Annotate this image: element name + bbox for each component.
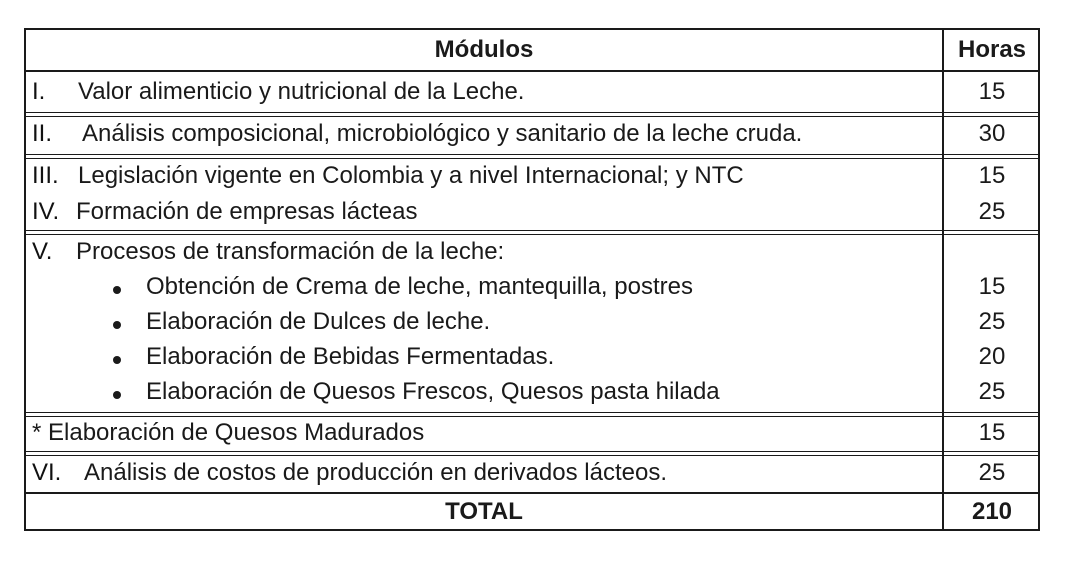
sub-item-hours: 20 — [978, 343, 1006, 370]
bullet-icon — [113, 286, 121, 294]
row-text: Procesos de transformación de la leche: — [76, 238, 505, 265]
row-hours: 25 — [978, 459, 1006, 486]
row-numeral: V. — [32, 238, 53, 265]
bullet-icon — [113, 356, 121, 364]
row-text: Análisis composicional, microbiológico y sanitario de la leche cruda. — [82, 120, 803, 147]
sub-item-hours: 25 — [978, 308, 1006, 335]
row-numeral: VI. — [32, 459, 62, 486]
row-divider — [26, 112, 1038, 113]
row-text: Formación de empresas lácteas — [76, 198, 418, 225]
sub-item-hours: 15 — [978, 273, 1006, 300]
row-text: * Elaboración de Quesos Madurados — [32, 419, 425, 446]
row-hours: 15 — [978, 419, 1006, 446]
header-modules: Módulos — [434, 36, 534, 63]
header-hours: Horas — [957, 36, 1027, 63]
row-numeral: III. — [32, 162, 59, 189]
row-numeral: I. — [32, 78, 46, 105]
row-numeral: IV. — [32, 198, 60, 225]
sub-item-text: Elaboración de Bebidas Fermentadas. — [146, 343, 555, 370]
bullet-icon — [113, 321, 121, 329]
row-divider — [26, 451, 1038, 452]
row-divider — [26, 230, 1038, 231]
row-text: Análisis de costos de producción en derivados lácteos. — [84, 459, 668, 486]
row-divider — [26, 70, 1038, 72]
row-hours: 25 — [978, 198, 1006, 225]
modules-table — [24, 28, 1040, 531]
total-label: TOTAL — [445, 498, 523, 525]
row-divider — [26, 412, 1038, 413]
sub-item-text: Obtención de Crema de leche, mantequilla, postres — [146, 273, 693, 300]
row-divider — [26, 154, 1038, 155]
row-hours: 15 — [978, 162, 1006, 189]
row-text: Valor alimenticio y nutricional de la Leche. — [78, 78, 525, 105]
row-hours: 15 — [978, 78, 1006, 105]
row-numeral: II. — [32, 120, 53, 147]
row-text: Legislación vigente en Colombia y a nivel Internacional; y NTC — [78, 162, 744, 189]
row-divider — [26, 492, 1038, 494]
sub-item-text: Elaboración de Quesos Frescos, Quesos pasta hilada — [146, 378, 720, 405]
total-hours: 210 — [971, 498, 1013, 525]
sub-item-hours: 25 — [978, 378, 1006, 405]
bullet-icon — [113, 391, 121, 399]
sub-item-text: Elaboración de Dulces de leche. — [146, 308, 491, 335]
row-hours: 30 — [978, 120, 1006, 147]
